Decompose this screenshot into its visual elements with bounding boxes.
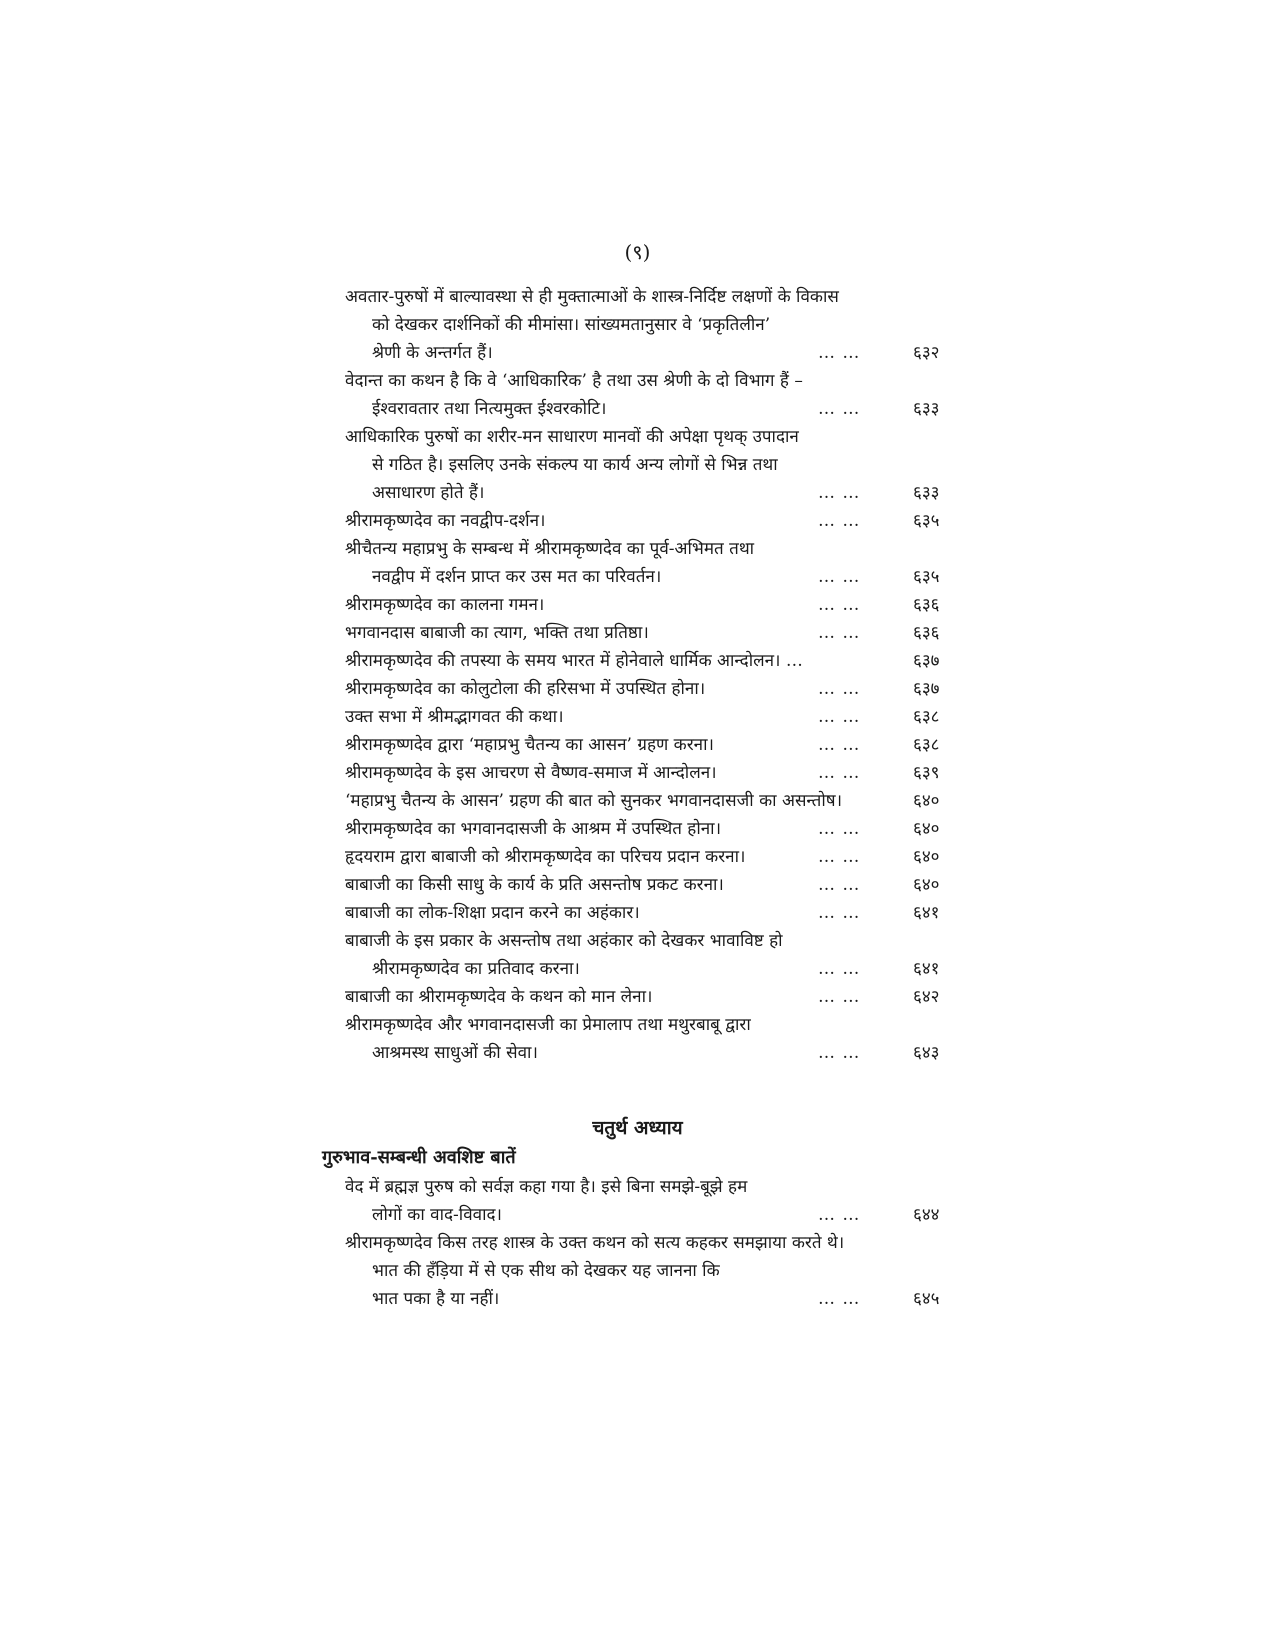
toc-entry-text: श्रीचैतन्य महाप्रभु के सम्बन्ध में श्रीरामकृष्णदेव का पूर्व-अभिमत तथा: [345, 539, 755, 559]
toc-entry-line: [0, 647, 1275, 675]
toc-page-number: ६३७: [913, 651, 940, 671]
toc-entry-text: श्रीरामकृष्णदेव का नवद्वीप-दर्शन।: [345, 511, 546, 531]
toc-entry-line: [0, 955, 1275, 983]
toc-leader-dots: … …: [818, 1043, 861, 1063]
toc-entry-text: श्रीरामकृष्णदेव का प्रतिवाद करना।: [372, 959, 580, 979]
toc-entry-text: भात की हँड़िया में से एक सीथ को देखकर यह जानना कि: [372, 1261, 720, 1281]
toc-entry-text: श्रीरामकृष्णदेव का कोलुटोला की हरिसभा में उपस्थित होना।: [345, 679, 706, 699]
toc-leader-dots: … …: [818, 819, 861, 839]
toc-entry-text: श्रीरामकृष्णदेव और भगवानदासजी का प्रेमालाप तथा मथुरबाबू द्वारा: [345, 1015, 751, 1035]
toc-entry-line: [0, 983, 1275, 1011]
toc-entry-text: बाबाजी के इस प्रकार के असन्तोष तथा अहंकार को देखकर भावाविष्ट हो: [345, 931, 783, 951]
toc-entry-line: [0, 423, 1275, 451]
toc-entry-line: [0, 591, 1275, 619]
toc-page-number: ६४०: [913, 791, 940, 811]
toc-leader-dots: … …: [818, 679, 861, 699]
toc-entry-text: भात पका है या नहीं।: [372, 1289, 500, 1309]
toc-leader-dots: … …: [818, 483, 861, 503]
toc-entry-text: श्रेणी के अन्तर्गत हैं।: [372, 343, 493, 363]
toc-leader-dots: … …: [818, 987, 861, 1007]
toc-page-number: ६४४: [913, 1205, 940, 1225]
toc-entry-line: [0, 535, 1275, 563]
toc-entry-text: बाबाजी का लोक-शिक्षा प्रदान करने का अहंकार।: [345, 903, 640, 923]
toc-entry-text: भगवानदास बाबाजी का त्याग, भक्ति तथा प्रतिष्ठा।: [345, 623, 649, 643]
toc-page-number: ६४१: [913, 959, 940, 979]
toc-entry-text: श्रीरामकृष्णदेव किस तरह शास्त्र के उक्त कथन को सत्य कहकर समझाया करते थे।: [345, 1233, 845, 1253]
toc-entry-line: [0, 451, 1275, 479]
chapter-title: चतुर्थ अध्याय: [592, 1117, 683, 1139]
toc-entry-line: [0, 367, 1275, 395]
toc-entry-line: [0, 311, 1275, 339]
toc-entry-line: [0, 1173, 1275, 1201]
toc-entry-line: [0, 339, 1275, 367]
toc-entry-text: ‘महाप्रभु चैतन्य के आसन’ ग्रहण की बात को सुनकर भगवानदासजी का असन्तोष।: [345, 791, 843, 811]
toc-page-number: ६३८: [913, 735, 940, 755]
toc-leader-dots: … …: [818, 707, 861, 727]
toc-page-number: ६४१: [913, 903, 940, 923]
toc-entry-text: बाबाजी का श्रीरामकृष्णदेव के कथन को मान लेना।: [345, 987, 653, 1007]
toc-entry-text: उक्त सभा में श्रीमद्भागवत की कथा।: [345, 707, 564, 727]
toc-page-number: ६३५: [913, 567, 940, 587]
page-number: (९): [624, 240, 651, 264]
toc-leader-dots: … …: [818, 763, 861, 783]
toc-entry-text: नवद्वीप में दर्शन प्राप्त कर उस मत का परिवर्तन।: [372, 567, 662, 587]
toc-entry-text: वेद में ब्रह्मज्ञ पुरुष को सर्वज्ञ कहा गया है। इसे बिना समझे-बूझे हम: [345, 1177, 748, 1197]
toc-entry-line: [0, 1201, 1275, 1229]
toc-entry-text: वेदान्त का कथन है कि वे ‘आधिकारिक’ है तथा उस श्रेणी के दो विभाग हैं –: [345, 371, 803, 391]
toc-leader-dots: … …: [818, 623, 861, 643]
toc-page-number: ६४२: [913, 987, 940, 1007]
toc-leader-dots: … …: [818, 1205, 861, 1225]
toc-entry-text: लोगों का वाद-विवाद।: [372, 1205, 502, 1225]
toc-leader-dots: … …: [818, 343, 861, 363]
toc-leader-dots: … …: [818, 399, 861, 419]
toc-entry-line: [0, 815, 1275, 843]
toc-entry-line: [0, 675, 1275, 703]
toc-entry-line: [0, 927, 1275, 955]
toc-page-number: ६३६: [913, 595, 940, 615]
toc-entry-line: [0, 759, 1275, 787]
toc-page-number: ६४०: [913, 875, 940, 895]
toc-entry-line: [0, 283, 1275, 311]
toc-entry-text: बाबाजी का किसी साधु के कार्य के प्रति असन्तोष प्रकट करना।: [345, 875, 724, 895]
toc-entry-line: [0, 507, 1275, 535]
toc-entry-line: [0, 479, 1275, 507]
toc-leader-dots: … …: [818, 903, 861, 923]
toc-page-number: ६४०: [913, 847, 940, 867]
toc-entry-line: [0, 1257, 1275, 1285]
toc-page-number: ६३९: [913, 763, 940, 783]
toc-entry-text: श्रीरामकृष्णदेव की तपस्या के समय भारत में होनेवाले धार्मिक आन्दोलन। …: [345, 651, 803, 671]
toc-entry-line: [0, 1011, 1275, 1039]
toc-entry-text: ईश्वरावतार तथा नित्यमुक्त ईश्वरकोटि।: [372, 399, 607, 419]
toc-entry-text: हृदयराम द्वारा बाबाजी को श्रीरामकृष्णदेव का परिचय प्रदान करना।: [345, 847, 746, 867]
section-title: गुरुभाव-सम्बन्धी अवशिष्ट बातें: [322, 1147, 516, 1168]
toc-entry-line: [0, 1285, 1275, 1313]
toc-entry-text: आधिकारिक पुरुषों का शरीर-मन साधारण मानवों की अपेक्षा पृथक् उपादान: [345, 427, 799, 447]
toc-leader-dots: … …: [818, 847, 861, 867]
toc-entry-line: [0, 563, 1275, 591]
toc-entry-line: [0, 843, 1275, 871]
toc-entry-text: श्रीरामकृष्णदेव द्वारा ‘महाप्रभु चैतन्य का आसन’ ग्रहण करना।: [345, 735, 714, 755]
toc-entry-text: असाधारण होते हैं।: [372, 483, 485, 503]
toc-entry-line: [0, 1229, 1275, 1257]
toc-entry-text: अवतार-पुरुषों में बाल्यावस्था से ही मुक्तात्माओं के शास्त्र-निर्दिष्ट लक्षणों के विकास: [345, 287, 839, 307]
toc-page-number: ६४५: [913, 1289, 940, 1309]
toc-page-number: ६३३: [913, 483, 940, 503]
toc-entry-text: से गठित है। इसलिए उनके संकल्प या कार्य अन्य लोगों से भिन्न तथा: [372, 455, 778, 475]
toc-leader-dots: … …: [818, 875, 861, 895]
toc-entry-line: [0, 1039, 1275, 1067]
toc-entry-text: श्रीरामकृष्णदेव के इस आचरण से वैष्णव-समाज में आन्दोलन।: [345, 763, 717, 783]
toc-leader-dots: … …: [818, 735, 861, 755]
toc-entry-text: श्रीरामकृष्णदेव का भगवानदासजी के आश्रम में उपस्थित होना।: [345, 819, 722, 839]
toc-page-number: ६३६: [913, 623, 940, 643]
toc-page-number: ६३७: [913, 679, 940, 699]
toc-page-number: ६३८: [913, 707, 940, 727]
toc-leader-dots: … …: [818, 1289, 861, 1309]
toc-leader-dots: … …: [818, 959, 861, 979]
toc-entry-text: को देखकर दार्शनिकों की मीमांसा। सांख्यमतानुसार वे ‘प्रकृतिलीन’: [372, 315, 771, 335]
toc-page-number: ६३२: [913, 343, 940, 363]
toc-entry-text: आश्रमस्थ साधुओं की सेवा।: [372, 1043, 538, 1063]
toc-page-number: ६३३: [913, 399, 940, 419]
toc-leader-dots: … …: [818, 511, 861, 531]
toc-entry-line: [0, 619, 1275, 647]
toc-page-number: ६४३: [913, 1043, 940, 1063]
toc-entry-line: [0, 395, 1275, 423]
toc-leader-dots: … …: [818, 595, 861, 615]
toc-entry-text: श्रीरामकृष्णदेव का कालना गमन।: [345, 595, 545, 615]
toc-entry-line: [0, 731, 1275, 759]
toc-entry-line: [0, 871, 1275, 899]
toc-page-number: ६३५: [913, 511, 940, 531]
toc-entry-line: [0, 703, 1275, 731]
toc-entry-line: [0, 899, 1275, 927]
toc-entry-line: [0, 787, 1275, 815]
toc-page-number: ६४०: [913, 819, 940, 839]
toc-leader-dots: … …: [818, 567, 861, 587]
